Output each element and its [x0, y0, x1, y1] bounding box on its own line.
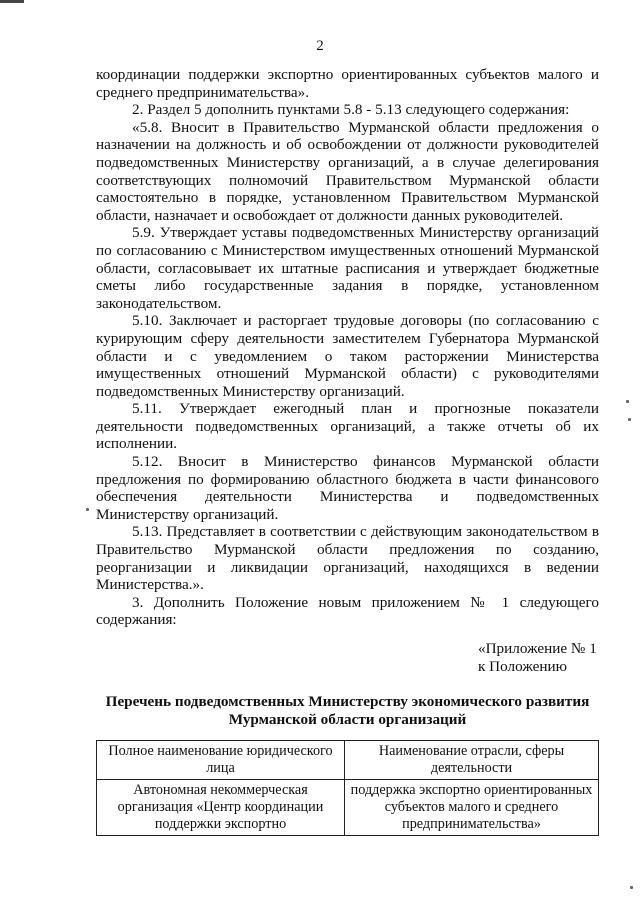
table-header-row	[97, 741, 599, 780]
scan-corner-mark	[0, 0, 24, 3]
table-cell-industry: поддержка экспортно ориентированных субъектов малого и среднего предпринимательства»	[345, 780, 599, 836]
paragraph-5-11: 5.11. Утверждает ежегодный план и прогнозные показатели деятельности подведомственных организаций, а также отчеты об их исполнении.	[96, 400, 599, 453]
paragraph-5-10: 5.10. Заключает и расторгает трудовые договоры (по согласованию с курирующим сферу деятельности заместителем Губернатора Мурманской области и с уведомлением о таком расторжении Министерства имущественных отношений Мурманской области) с руководителями подведомственных Министерству организаций.	[96, 312, 599, 400]
paragraph-1: координации поддержки экспортно ориентированных субъектов малого и среднего предпринимательства».	[96, 66, 599, 101]
appendix-ref-line-1: «Приложение № 1	[478, 640, 597, 657]
paragraph-5-12: 5.12. Вносит в Министерство финансов Мурманской области предложения по формированию областного бюджета в части финансового обеспечения деятельности Министерства и подведомственных Министерству организаций.	[96, 453, 599, 523]
appendix-reference	[478, 640, 597, 676]
appendix-ref-line-2: к Положению	[478, 658, 567, 675]
scan-speck	[86, 508, 89, 511]
scan-speck	[626, 400, 629, 403]
paragraph-5-8: «5.8. Вносит в Правительство Мурманской области предложения о назначении на должность и об освобождении от должности руководителей подведомственных Министерству организаций, а в случае делегирования соответствующих полномочий Правительством Мурманской области самостоятельно в порядке, установленном Правительством Мурманской области, назначает и освобождает от должности данных руководителей.	[96, 118, 599, 224]
paragraph-3: 3. Дополнить Положение новым приложением № 1 следующего содержания:	[96, 593, 599, 629]
organizations-table	[96, 740, 599, 836]
paragraph-5-9: 5.9. Утверждает уставы подведомственных Министерству организаций по согласованию с Министерством имущественных отношений Мурманской области, согласовывает их штатные расписания и утверждает бюджетные сметы либо государственные задания в порядке, установленном законодательством.	[96, 224, 599, 312]
table-row	[97, 780, 599, 836]
paragraph-2: 2. Раздел 5 дополнить пунктами 5.8 - 5.13 следующего содержания:	[132, 101, 570, 119]
list-title: Перечень подведомственных Министерству экономического развития Мурманской области организаций	[105, 693, 590, 728]
column-header-industry: Наименование отрасли, сферы деятельности	[345, 741, 599, 780]
table-cell-org-name: Автономная некоммерческая организация «Центр координации поддержки экспортно	[97, 780, 345, 836]
document-body	[96, 66, 599, 629]
scan-speck	[630, 886, 633, 889]
paragraph-5-13: 5.13. Представляет в соответствии с действующим законодательством в Правительство Мурманской области предложения по созданию, реорганизации и ликвидации организаций, находящихся в ведении Министерства.».	[96, 523, 599, 594]
column-header-full-name: Полное наименование юридического лица	[97, 741, 345, 780]
scan-speck	[628, 418, 631, 421]
page-number: 2	[316, 38, 324, 54]
